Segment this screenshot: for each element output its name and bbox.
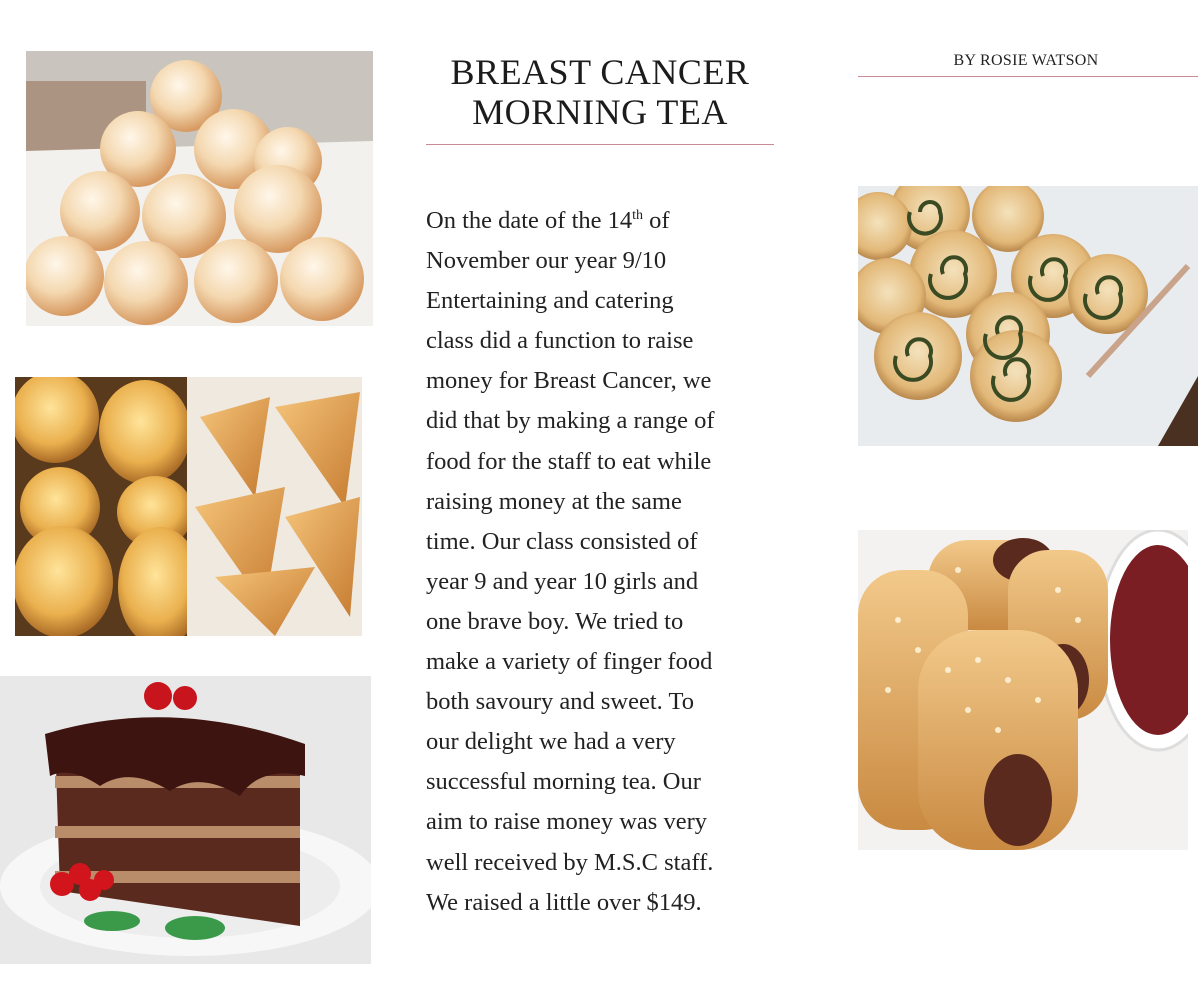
body-line: both savoury and sweet. To [426, 688, 694, 716]
chocolate-cake-photo [0, 676, 371, 964]
article-title [426, 52, 774, 132]
body-line: year 9 and year 10 girls and [426, 567, 699, 595]
body-line: did that by making a range of [426, 407, 715, 435]
body-line: food for the staff to eat while [426, 447, 712, 475]
article-body [426, 201, 776, 923]
title-line-1: BREAST CANCER [450, 52, 750, 92]
pinwheel-scrolls-photo [858, 186, 1198, 446]
byline: BY ROSIE WATSON [953, 52, 1099, 69]
byline-divider [858, 76, 1198, 77]
body-line: Entertaining and catering [426, 287, 674, 315]
title-line-2: MORNING TEA [472, 92, 728, 132]
body-line: our delight we had a very [426, 728, 676, 756]
body-line: class did a function to raise [426, 327, 694, 355]
body-line: successful morning tea. Our [426, 768, 701, 796]
body-line: well received by M.S.C staff. [426, 848, 714, 876]
body-line: raising money at the same [426, 487, 682, 515]
ordinal-suffix: th [632, 208, 644, 223]
body-line: On the date of the 14th of [426, 207, 670, 234]
coconut-balls-photo [26, 51, 373, 326]
body-line: November our year 9/10 [426, 247, 667, 275]
body-line: time. Our class consisted of [426, 527, 698, 555]
body-line: We raised a little over $149. [426, 888, 702, 916]
sausage-rolls-photo [858, 530, 1188, 850]
body-line: make a variety of finger food [426, 648, 713, 676]
body-line: one brave boy. We tried to [426, 607, 684, 635]
body-line: money for Breast Cancer, we [426, 367, 712, 395]
title-divider [426, 144, 774, 145]
body-line: aim to raise money was very [426, 808, 707, 836]
pastries-photo [15, 377, 362, 636]
